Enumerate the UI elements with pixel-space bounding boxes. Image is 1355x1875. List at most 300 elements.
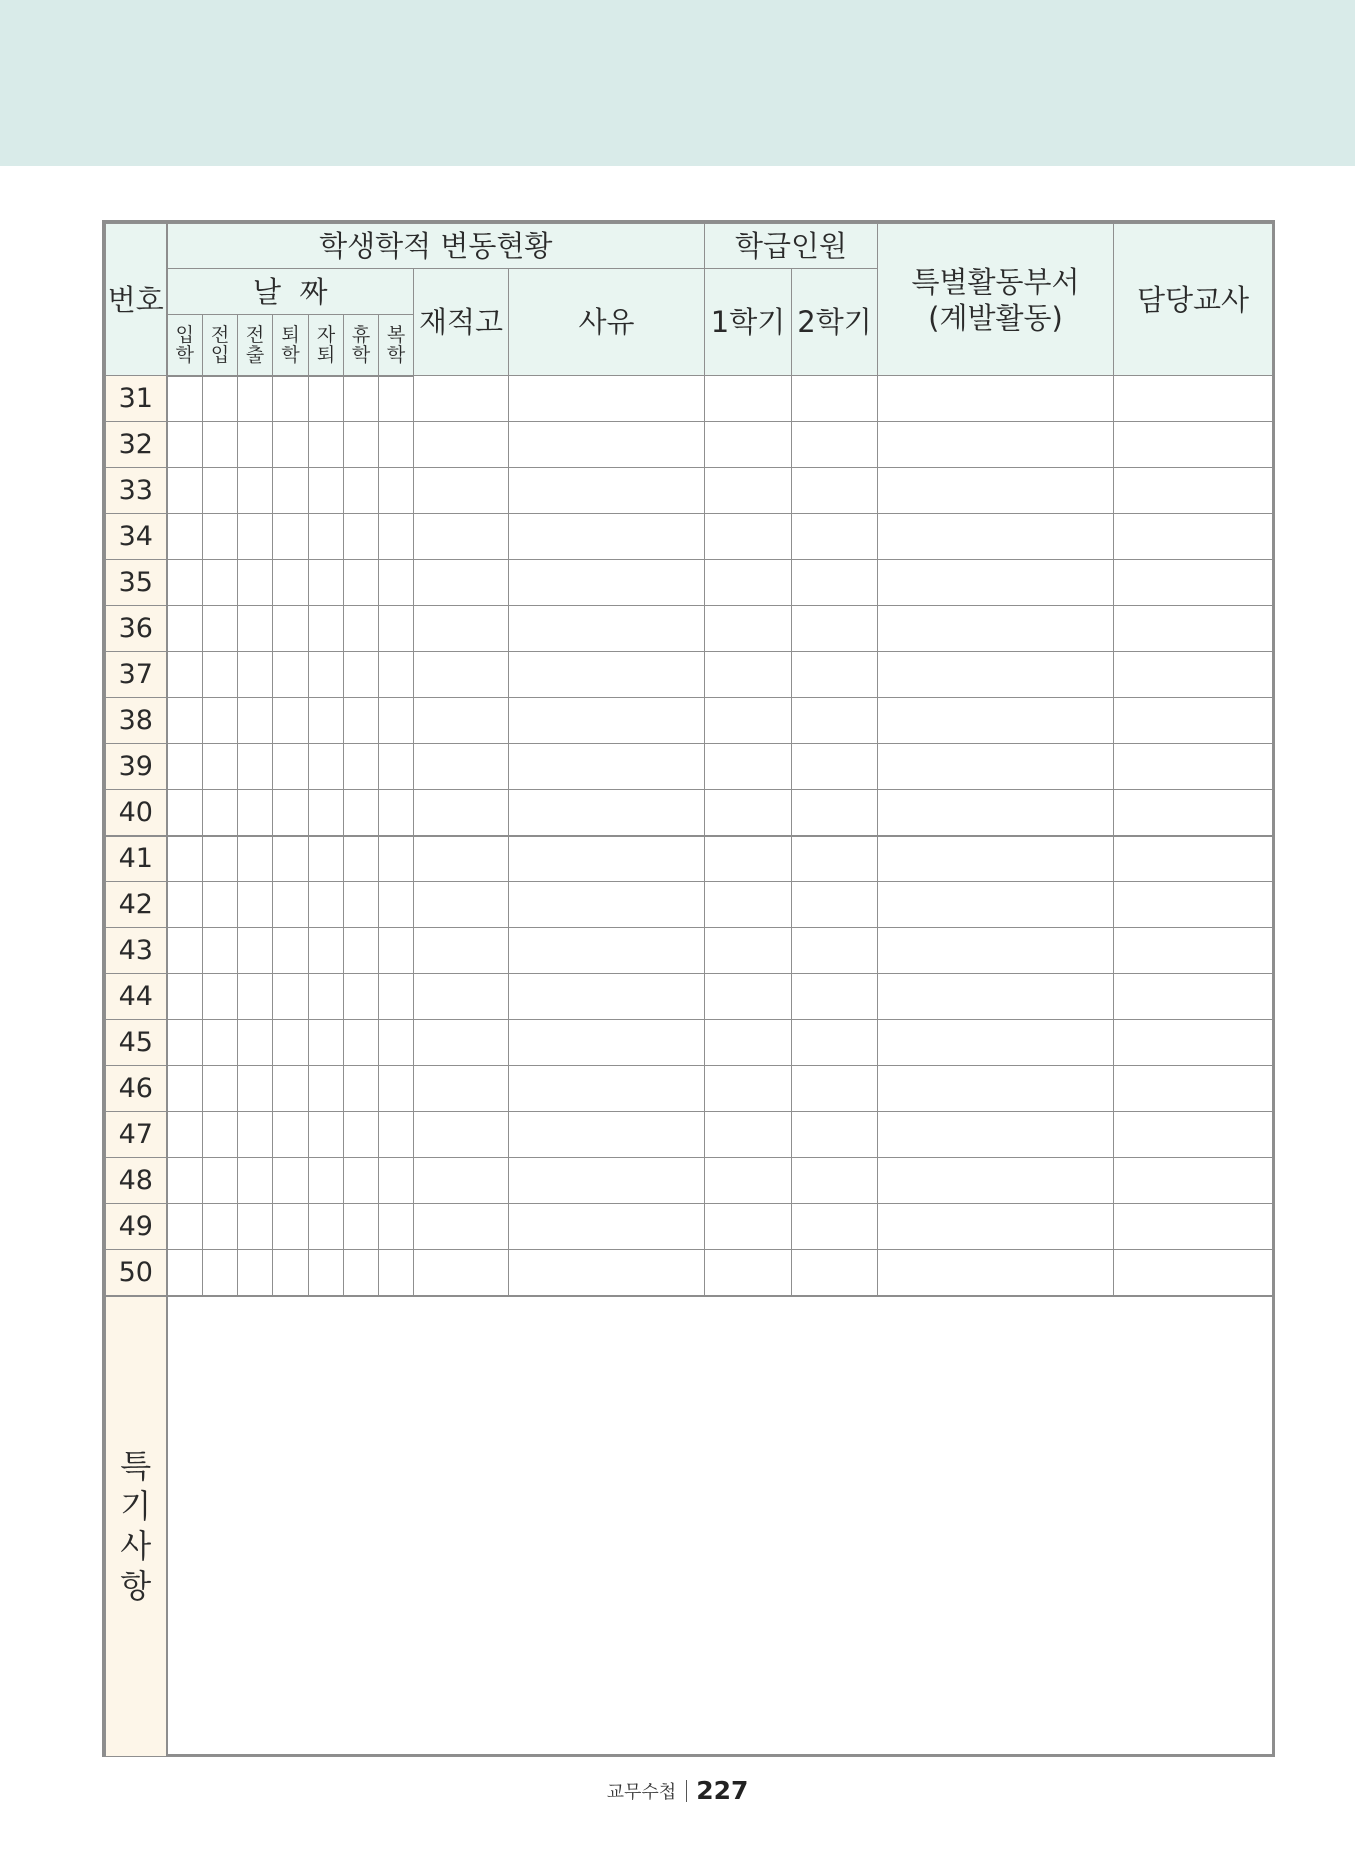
entry-cell[interactable] [509,652,705,698]
header-date-col [167,315,203,376]
entry-cell[interactable] [167,1158,203,1204]
entry-cell[interactable] [167,422,203,468]
entry-cell[interactable] [1114,928,1273,974]
entry-cell[interactable] [167,1112,203,1158]
entry-cell[interactable] [238,652,273,698]
entry-cell[interactable] [878,376,1114,422]
entry-cell[interactable] [238,882,273,928]
entry-cell[interactable] [1114,1158,1273,1204]
entry-cell[interactable] [344,468,379,514]
entry-cell[interactable] [705,790,792,836]
entry-cell[interactable] [878,606,1114,652]
entry-cell[interactable] [414,698,509,744]
entry-cell[interactable] [379,1158,414,1204]
entry-cell[interactable] [273,974,309,1020]
entry-cell[interactable] [203,468,238,514]
entry-cell[interactable] [509,376,705,422]
table-row [106,836,1273,882]
entry-cell[interactable] [705,1020,792,1066]
entry-cell[interactable] [509,560,705,606]
student-record-table [105,223,1273,1757]
entry-cell[interactable] [167,836,203,882]
entry-cell[interactable] [309,1020,344,1066]
entry-cell[interactable] [414,1066,509,1112]
entry-cell[interactable] [238,790,273,836]
table-row [106,560,1273,606]
entry-cell[interactable] [344,560,379,606]
entry-cell[interactable] [1114,974,1273,1020]
header-date-col-char: 휴 [351,323,371,346]
entry-cell[interactable] [509,1112,705,1158]
entry-cell[interactable] [1114,606,1273,652]
entry-cell[interactable] [705,1066,792,1112]
entry-cell[interactable] [379,974,414,1020]
entry-cell[interactable] [414,1112,509,1158]
entry-cell[interactable] [792,606,878,652]
entry-cell[interactable] [509,1204,705,1250]
entry-cell[interactable] [414,928,509,974]
entry-cell[interactable] [309,744,344,790]
entry-cell[interactable] [238,1112,273,1158]
special-activity-line2: (계발활동) [928,300,1063,335]
header-date-col [273,315,309,376]
entry-cell[interactable] [705,606,792,652]
entry-cell[interactable] [792,1066,878,1112]
entry-cell[interactable] [878,928,1114,974]
entry-cell[interactable] [309,836,344,882]
entry-cell[interactable] [379,514,414,560]
entry-cell[interactable] [203,1250,238,1296]
header-date-col-char: 퇴 [281,323,300,346]
entry-cell[interactable] [705,974,792,1020]
entry-cell[interactable] [705,836,792,882]
header-date-col [203,315,238,376]
table-row [106,1250,1273,1296]
row-number: 34 [106,514,167,560]
entry-cell[interactable] [273,790,309,836]
entry-cell[interactable] [1114,514,1273,560]
entry-cell[interactable] [792,836,878,882]
entry-cell[interactable] [203,974,238,1020]
entry-cell[interactable] [238,376,273,422]
entry-cell[interactable] [203,1112,238,1158]
notes-area[interactable] [167,1296,1273,1757]
entry-cell[interactable] [379,606,414,652]
entry-cell[interactable] [309,1204,344,1250]
row-number: 31 [106,376,167,422]
entry-cell[interactable] [878,514,1114,560]
entry-cell[interactable] [792,422,878,468]
entry-cell[interactable] [705,422,792,468]
entry-cell[interactable] [309,560,344,606]
entry-cell[interactable] [792,376,878,422]
entry-cell[interactable] [167,790,203,836]
entry-cell[interactable] [792,974,878,1020]
entry-cell[interactable] [1114,1020,1273,1066]
entry-cell[interactable] [167,1250,203,1296]
entry-cell[interactable] [344,376,379,422]
entry-cell[interactable] [344,928,379,974]
entry-cell[interactable] [309,1250,344,1296]
entry-cell[interactable] [792,744,878,790]
entry-cell[interactable] [273,836,309,882]
table-row [106,928,1273,974]
entry-cell[interactable] [273,652,309,698]
entry-cell[interactable] [344,1112,379,1158]
entry-cell[interactable] [203,928,238,974]
entry-cell[interactable] [379,744,414,790]
entry-cell[interactable] [878,882,1114,928]
table-row [106,376,1273,422]
entry-cell[interactable] [414,514,509,560]
entry-cell[interactable] [309,606,344,652]
entry-cell[interactable] [509,974,705,1020]
entry-cell[interactable] [203,1204,238,1250]
entry-cell[interactable] [379,928,414,974]
entry-cell[interactable] [309,882,344,928]
entry-cell[interactable] [792,1112,878,1158]
entry-cell[interactable] [509,790,705,836]
entry-cell[interactable] [792,1250,878,1296]
entry-cell[interactable] [379,1020,414,1066]
header-date-col-char: 학 [386,343,406,366]
entry-cell[interactable] [273,606,309,652]
entry-cell[interactable] [238,836,273,882]
entry-cell[interactable] [203,652,238,698]
entry-cell[interactable] [203,882,238,928]
entry-cell[interactable] [792,560,878,606]
notes-row [106,1296,1273,1757]
header-date-col-char: 입 [175,323,194,346]
header-date-col-char: 학 [351,343,371,366]
entry-cell[interactable] [273,1020,309,1066]
entry-cell[interactable] [705,468,792,514]
entry-cell[interactable] [344,1020,379,1066]
entry-cell[interactable] [414,422,509,468]
entry-cell[interactable] [273,1066,309,1112]
entry-cell[interactable] [203,376,238,422]
entry-cell[interactable] [414,652,509,698]
entry-cell[interactable] [203,836,238,882]
entry-cell[interactable] [344,1158,379,1204]
entry-cell[interactable] [238,928,273,974]
entry-cell[interactable] [167,1020,203,1066]
entry-cell[interactable] [273,468,309,514]
entry-cell[interactable] [792,882,878,928]
entry-cell[interactable] [414,606,509,652]
entry-cell[interactable] [878,698,1114,744]
entry-cell[interactable] [379,652,414,698]
entry-cell[interactable] [167,698,203,744]
entry-cell[interactable] [414,744,509,790]
entry-cell[interactable] [705,1158,792,1204]
entry-cell[interactable] [309,514,344,560]
entry-cell[interactable] [878,744,1114,790]
entry-cell[interactable] [238,606,273,652]
entry-cell[interactable] [705,928,792,974]
entry-cell[interactable] [509,836,705,882]
entry-cell[interactable] [309,1112,344,1158]
entry-cell[interactable] [878,468,1114,514]
entry-cell[interactable] [878,974,1114,1020]
entry-cell[interactable] [379,836,414,882]
entry-cell[interactable] [414,790,509,836]
entry-cell[interactable] [414,1020,509,1066]
entry-cell[interactable] [379,560,414,606]
entry-cell[interactable] [705,744,792,790]
entry-cell[interactable] [273,744,309,790]
entry-cell[interactable] [238,1250,273,1296]
entry-cell[interactable] [414,1250,509,1296]
entry-cell[interactable] [238,422,273,468]
entry-cell[interactable] [379,1204,414,1250]
entry-cell[interactable] [203,698,238,744]
entry-cell[interactable] [792,514,878,560]
entry-cell[interactable] [238,468,273,514]
entry-cell[interactable] [203,1020,238,1066]
entry-cell[interactable] [379,790,414,836]
entry-cell[interactable] [1114,1250,1273,1296]
entry-cell[interactable] [309,974,344,1020]
entry-cell[interactable] [1114,744,1273,790]
entry-cell[interactable] [309,698,344,744]
entry-cell[interactable] [273,882,309,928]
entry-cell[interactable] [344,652,379,698]
entry-cell[interactable] [1114,652,1273,698]
entry-cell[interactable] [167,928,203,974]
row-number: 36 [106,606,167,652]
entry-cell[interactable] [167,1204,203,1250]
header-date-col-char: 자 [316,323,336,346]
row-number: 42 [106,882,167,928]
entry-cell[interactable] [379,1066,414,1112]
entry-cell[interactable] [238,514,273,560]
entry-cell[interactable] [1114,836,1273,882]
entry-cell[interactable] [344,1204,379,1250]
entry-cell[interactable] [509,744,705,790]
entry-cell[interactable] [238,1158,273,1204]
entry-cell[interactable] [509,1158,705,1204]
row-number: 40 [106,790,167,836]
entry-cell[interactable] [705,1204,792,1250]
entry-cell[interactable] [878,1066,1114,1112]
entry-cell[interactable] [878,422,1114,468]
entry-cell[interactable] [273,1250,309,1296]
entry-cell[interactable] [705,560,792,606]
entry-cell[interactable] [414,882,509,928]
entry-cell[interactable] [203,744,238,790]
row-number: 46 [106,1066,167,1112]
entry-cell[interactable] [167,376,203,422]
entry-cell[interactable] [379,468,414,514]
entry-cell[interactable] [238,1204,273,1250]
entry-cell[interactable] [344,514,379,560]
entry-cell[interactable] [167,652,203,698]
entry-cell[interactable] [414,468,509,514]
row-number: 44 [106,974,167,1020]
entry-cell[interactable] [414,560,509,606]
entry-cell[interactable] [792,468,878,514]
entry-cell[interactable] [705,882,792,928]
entry-cell[interactable] [509,1066,705,1112]
entry-cell[interactable] [167,744,203,790]
entry-cell[interactable] [203,514,238,560]
entry-cell[interactable] [1114,560,1273,606]
entry-cell[interactable] [878,1112,1114,1158]
entry-cell[interactable] [414,1158,509,1204]
page-number: 227 [696,1776,749,1805]
entry-cell[interactable] [273,514,309,560]
entry-cell[interactable] [509,514,705,560]
entry-cell[interactable] [344,698,379,744]
entry-cell[interactable] [379,698,414,744]
row-number: 47 [106,1112,167,1158]
entry-cell[interactable] [379,882,414,928]
entry-cell[interactable] [309,1158,344,1204]
entry-cell[interactable] [238,1066,273,1112]
record-sheet [102,220,1275,1757]
entry-cell[interactable] [167,1066,203,1112]
entry-cell[interactable] [344,606,379,652]
entry-cell[interactable] [509,1020,705,1066]
notes-label-char: 항 [120,1567,152,1606]
entry-cell[interactable] [238,1020,273,1066]
entry-cell[interactable] [1114,1112,1273,1158]
entry-cell[interactable] [414,1204,509,1250]
entry-cell[interactable] [344,836,379,882]
entry-cell[interactable] [273,560,309,606]
entry-cell[interactable] [379,1250,414,1296]
entry-cell[interactable] [273,928,309,974]
entry-cell[interactable] [273,1204,309,1250]
entry-cell[interactable] [203,606,238,652]
entry-cell[interactable] [1114,1204,1273,1250]
entry-cell[interactable] [509,422,705,468]
entry-cell[interactable] [1114,468,1273,514]
entry-cell[interactable] [414,974,509,1020]
notes-label-char: 기 [120,1487,152,1526]
entry-cell[interactable] [203,790,238,836]
entry-cell[interactable] [167,560,203,606]
entry-cell[interactable] [344,744,379,790]
entry-cell[interactable] [344,1250,379,1296]
entry-cell[interactable] [878,560,1114,606]
entry-cell[interactable] [792,1020,878,1066]
entry-cell[interactable] [309,422,344,468]
entry-cell[interactable] [792,790,878,836]
entry-cell[interactable] [238,744,273,790]
table-row [106,698,1273,744]
entry-cell[interactable] [1114,882,1273,928]
entry-cell[interactable] [705,514,792,560]
entry-cell[interactable] [878,1250,1114,1296]
entry-cell[interactable] [309,376,344,422]
entry-cell[interactable] [167,974,203,1020]
entry-cell[interactable] [309,468,344,514]
entry-cell[interactable] [1114,698,1273,744]
entry-cell[interactable] [509,1250,705,1296]
entry-cell[interactable] [379,376,414,422]
entry-cell[interactable] [309,652,344,698]
entry-cell[interactable] [414,836,509,882]
page-footer [0,1776,1355,1805]
entry-cell[interactable] [1114,790,1273,836]
header-date-col [238,315,273,376]
entry-cell[interactable] [1114,422,1273,468]
header-change-status: 학생학적 변동현황 [167,224,705,269]
entry-cell[interactable] [878,836,1114,882]
entry-cell[interactable] [878,1204,1114,1250]
entry-cell[interactable] [1114,1066,1273,1112]
entry-cell[interactable] [509,882,705,928]
entry-cell[interactable] [273,376,309,422]
entry-cell[interactable] [379,422,414,468]
entry-cell[interactable] [705,376,792,422]
entry-cell[interactable] [705,1250,792,1296]
entry-cell[interactable] [705,698,792,744]
special-activity-line1: 특별활동부서 [911,264,1080,299]
entry-cell[interactable] [705,1112,792,1158]
entry-cell[interactable] [238,698,273,744]
entry-cell[interactable] [878,1020,1114,1066]
entry-cell[interactable] [792,698,878,744]
header-date-col-char: 전 [210,323,230,346]
entry-cell[interactable] [167,468,203,514]
entry-cell[interactable] [203,560,238,606]
entry-cell[interactable] [878,790,1114,836]
entry-cell[interactable] [238,974,273,1020]
entry-cell[interactable] [167,514,203,560]
entry-cell[interactable] [203,1158,238,1204]
entry-cell[interactable] [344,1066,379,1112]
entry-cell[interactable] [344,974,379,1020]
entry-cell[interactable] [309,1066,344,1112]
entry-cell[interactable] [878,652,1114,698]
entry-cell[interactable] [792,1158,878,1204]
entry-cell[interactable] [792,928,878,974]
entry-cell[interactable] [203,1066,238,1112]
entry-cell[interactable] [509,698,705,744]
header-date: 날 짜 [167,269,414,315]
table-row [106,1112,1273,1158]
entry-cell[interactable] [203,422,238,468]
entry-cell[interactable] [309,790,344,836]
entry-cell[interactable] [273,698,309,744]
entry-cell[interactable] [792,1204,878,1250]
entry-cell[interactable] [273,422,309,468]
entry-cell[interactable] [792,652,878,698]
entry-cell[interactable] [238,560,273,606]
entry-cell[interactable] [1114,376,1273,422]
footer-divider [686,1780,687,1802]
entry-cell[interactable] [878,1158,1114,1204]
entry-cell[interactable] [309,928,344,974]
entry-cell[interactable] [344,882,379,928]
entry-cell[interactable] [414,376,509,422]
entry-cell[interactable] [167,882,203,928]
entry-cell[interactable] [379,1112,414,1158]
entry-cell[interactable] [273,1158,309,1204]
entry-cell[interactable] [509,468,705,514]
entry-cell[interactable] [705,652,792,698]
entry-cell[interactable] [509,606,705,652]
entry-cell[interactable] [344,422,379,468]
entry-cell[interactable] [273,1112,309,1158]
header-reason: 사유 [509,269,705,376]
entry-cell[interactable] [509,928,705,974]
entry-cell[interactable] [344,790,379,836]
entry-cell[interactable] [167,606,203,652]
